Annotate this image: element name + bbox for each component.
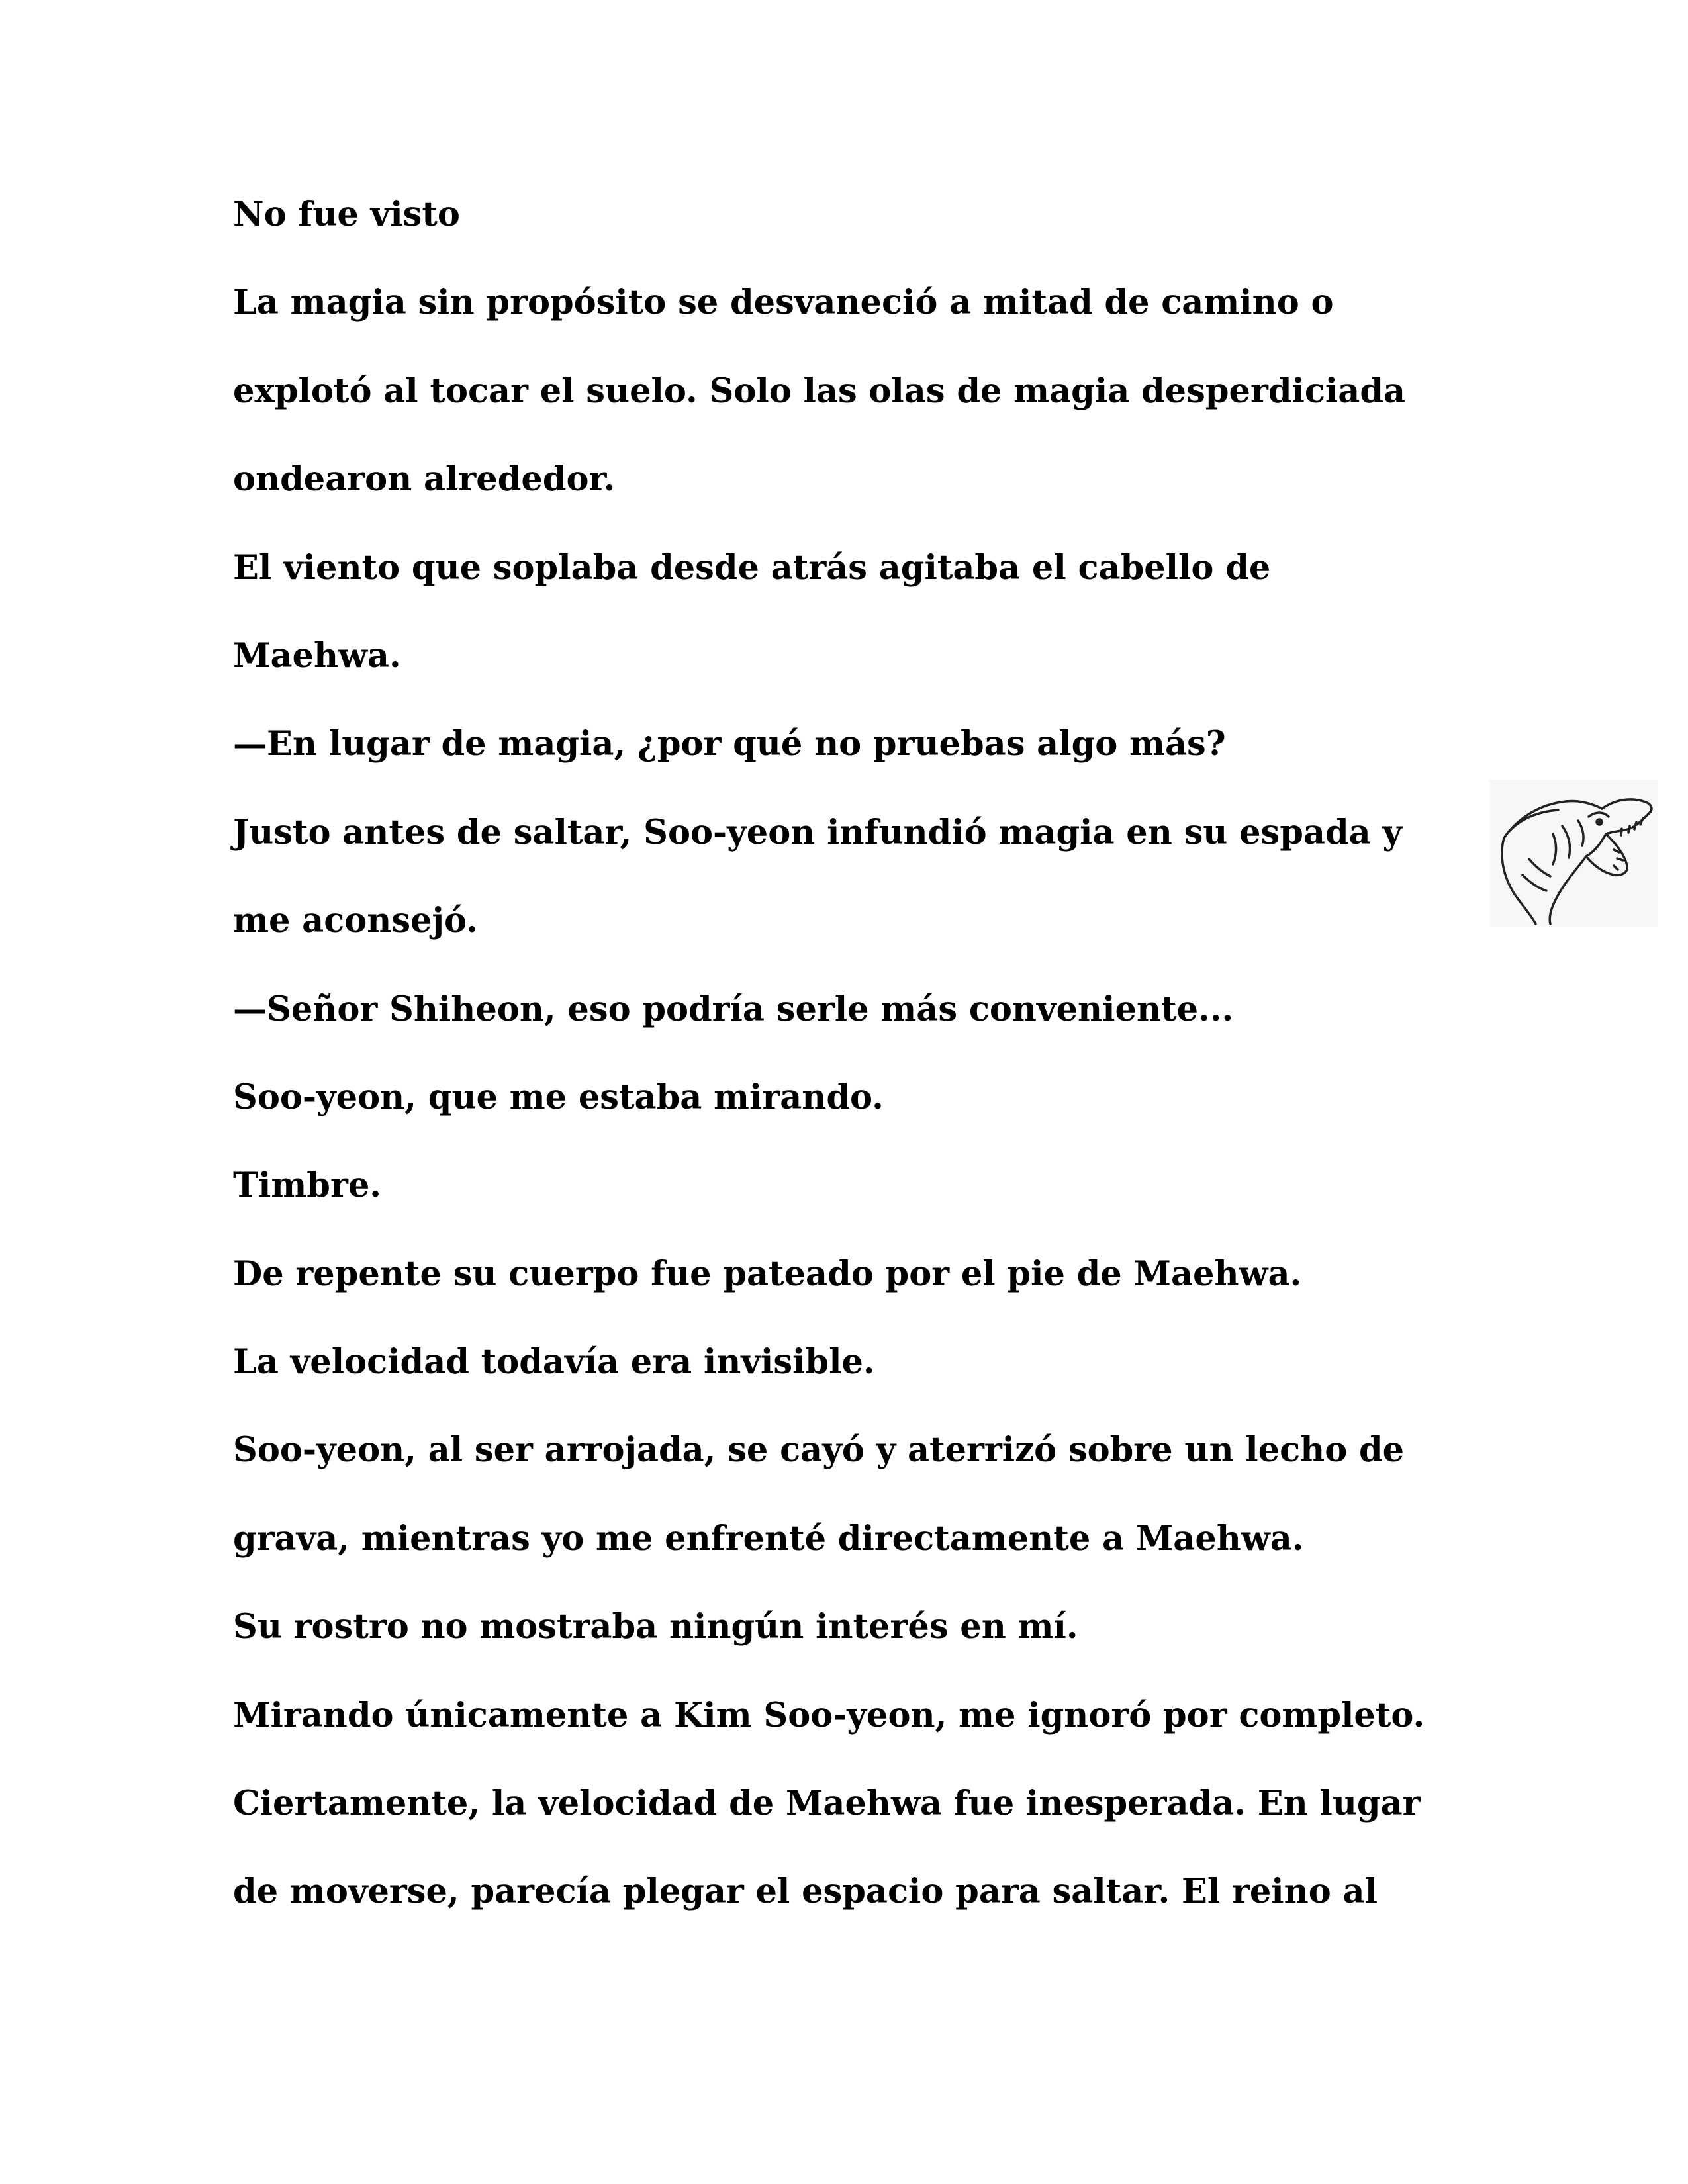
- text-line: La velocidad todavía era invisible.: [233, 1342, 875, 1383]
- text-line: Maehwa.: [233, 635, 401, 676]
- text-line: Mirando únicamente a Kim Soo-yeon, me ignoró por completo.: [233, 1695, 1425, 1735]
- text-line: Su rostro no mostraba ningún interés en mí.: [233, 1607, 1078, 1647]
- text-line: ondearon alrededor.: [233, 459, 616, 500]
- dinosaur-head-sketch-icon: [1489, 780, 1658, 927]
- text-line: De repente su cuerpo fue pateado por el pie de Maehwa.: [233, 1253, 1302, 1294]
- text-line: explotó al tocar el suelo. Solo las olas de magia desperdiciada: [233, 371, 1406, 411]
- text-line: Timbre.: [233, 1165, 382, 1206]
- text-line: de moverse, parecía plegar el espacio para saltar. El reino al: [233, 1872, 1378, 1912]
- text-line: Ciertamente, la velocidad de Maehwa fue inesperada. En lugar: [233, 1784, 1421, 1824]
- text-line: Soo-yeon, al ser arrojada, se cayó y aterrizó sobre un lecho de: [233, 1430, 1405, 1471]
- text-line: El viento que soplaba desde atrás agitaba el cabello de: [233, 547, 1271, 588]
- text-line: No fue visto: [233, 195, 460, 234]
- text-line: —Señor Shiheon, eso podría serle más conveniente...: [233, 989, 1234, 1029]
- body-text: [233, 188, 1504, 1954]
- text-line: grava, mientras yo me enfrenté directamente a Maehwa.: [233, 1518, 1304, 1559]
- text-line: Soo-yeon, que me estaba mirando.: [233, 1077, 884, 1117]
- text-line: La magia sin propósito se desvaneció a mitad de camino o: [233, 283, 1334, 323]
- text-line: —En lugar de magia, ¿por qué no pruebas algo más?: [233, 724, 1226, 764]
- text-line: me aconsejó.: [233, 901, 478, 941]
- text-line: Justo antes de saltar, Soo-yeon infundió magia en su espada y: [233, 812, 1403, 852]
